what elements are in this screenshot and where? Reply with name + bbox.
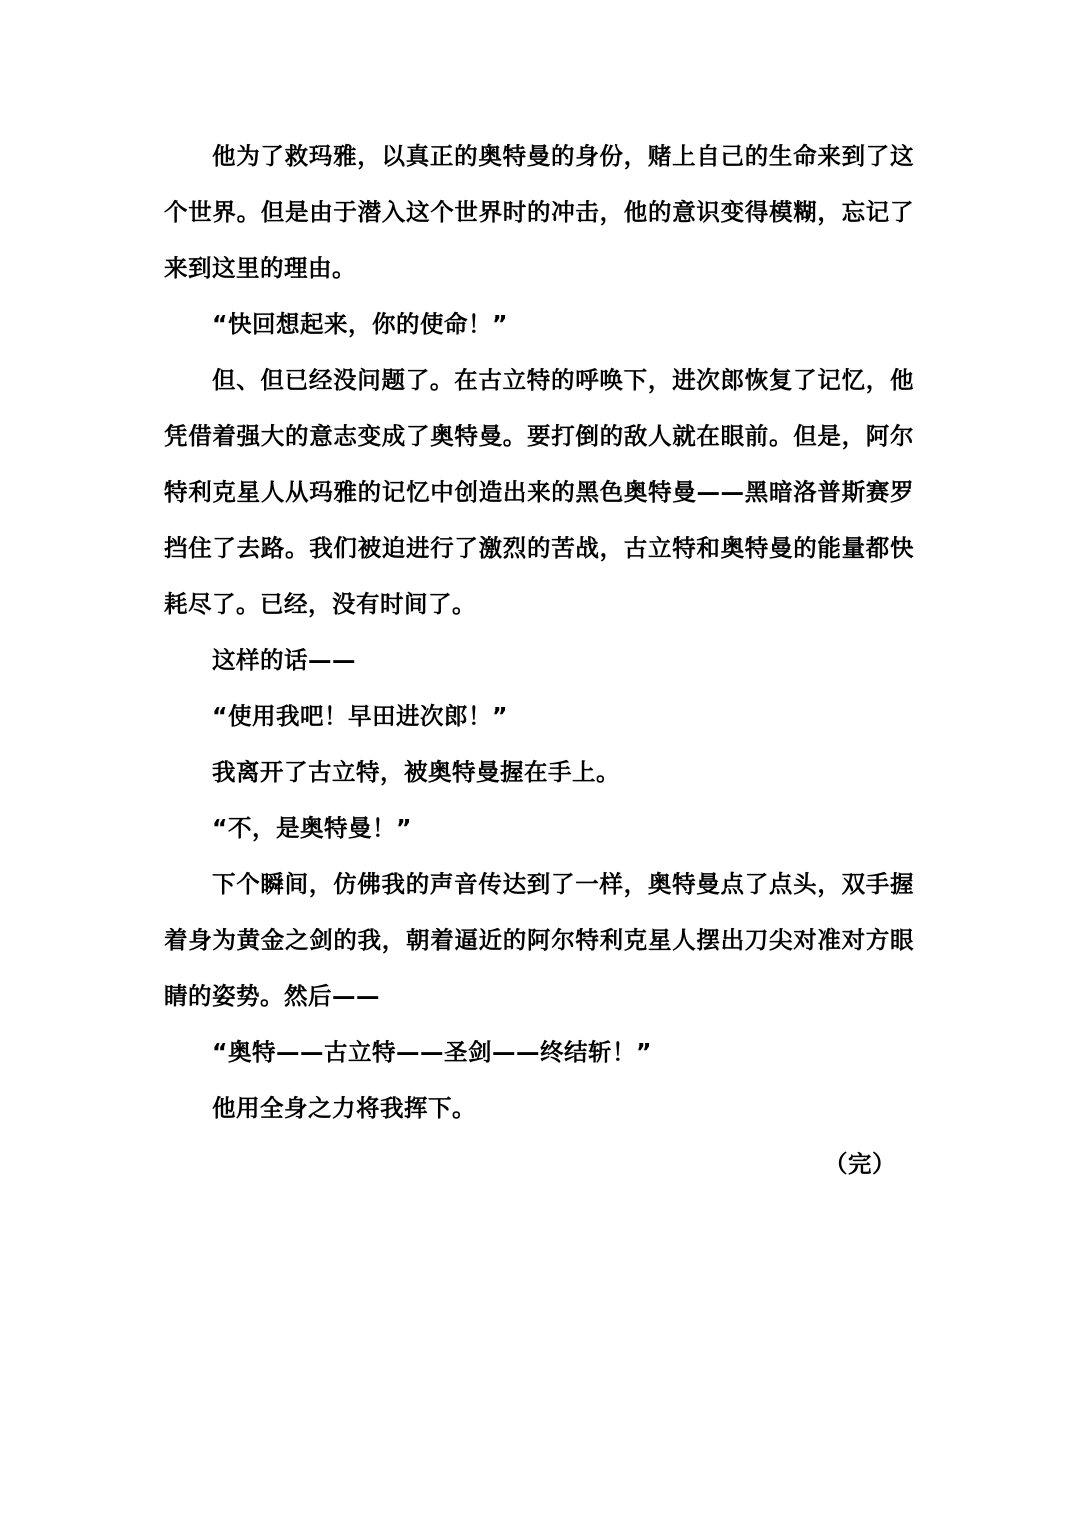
- paragraph: “使用我吧！早田进次郎！”: [212, 702, 508, 730]
- paragraph: “快回想起来，你的使命！”: [212, 310, 508, 338]
- paragraph: 他用全身之力将我挥下。: [212, 1094, 476, 1122]
- paragraph: 我离开了古立特，被奥特曼握在手上。: [212, 758, 620, 786]
- paragraph: 这样的话——: [212, 646, 356, 674]
- body-text: [164, 128, 914, 1192]
- paragraph: 他为了救玛雅，以真正的奥特曼的身份，赌上自己的生命来到了这个世界。但是由于潜入这个世界时的冲击，他的意识变得模糊，忘记了来到这里的理由。: [164, 142, 914, 282]
- paragraph: 但、但已经没问题了。在古立特的呼唤下，进次郎恢复了记忆，他凭借着强大的意志变成了奥特曼。要打倒的敌人就在眼前。但是，阿尔特利克星人从玛雅的记忆中创造出来的黑色奥特曼——黑暗洛普斯赛罗挡住了去路。我们被迫进行了激烈的苦战，古立特和奥特曼的能量都快耗尽了。已经，没有时间了。: [164, 366, 914, 618]
- end-mark: （完）: [824, 1150, 896, 1178]
- paragraph: “不，是奥特曼！”: [212, 814, 412, 842]
- paragraph: 下个瞬间，仿佛我的声音传达到了一样，奥特曼点了点头，双手握着身为黄金之剑的我，朝着逼近的阿尔特利克星人摆出刀尖对准对方眼睛的姿势。然后——: [164, 870, 914, 1010]
- paragraph: “奥特——古立特——圣剑——终结斩！”: [212, 1038, 652, 1066]
